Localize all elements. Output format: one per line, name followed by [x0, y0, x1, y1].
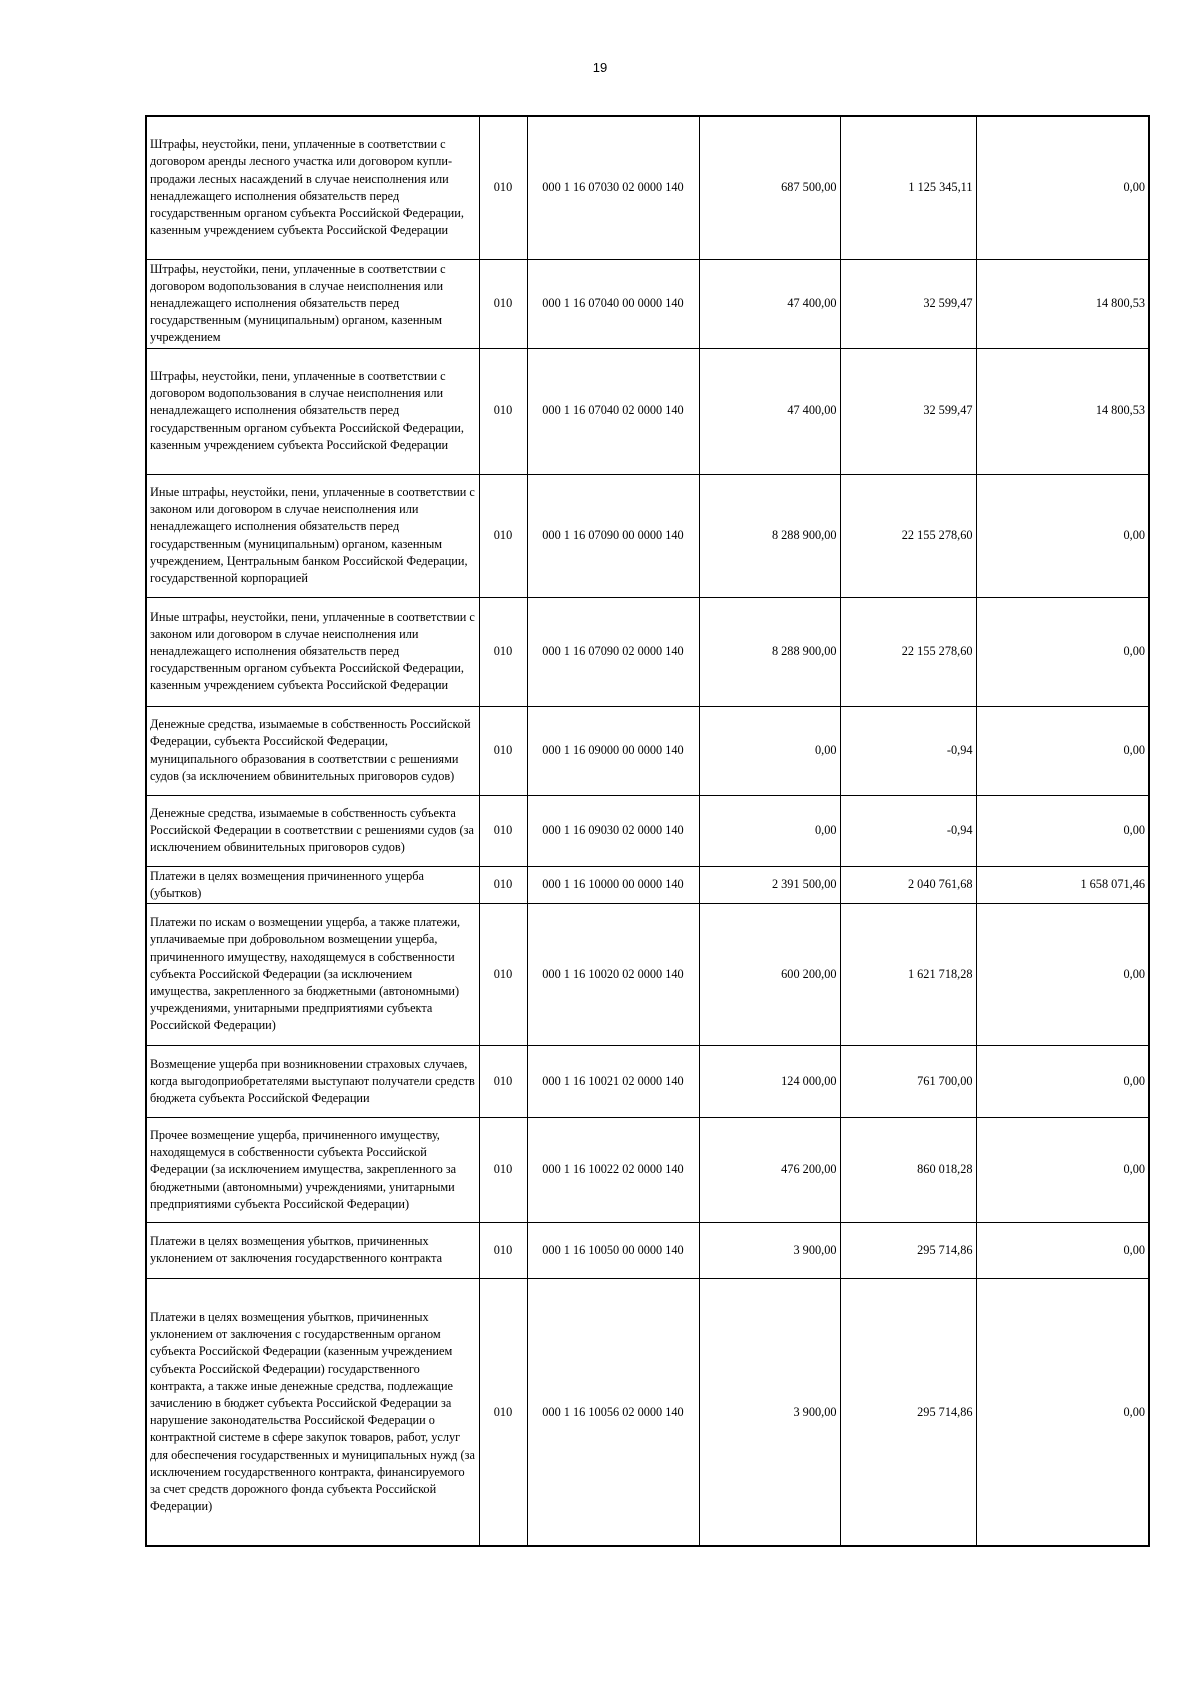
- row-approved: 47 400,00: [699, 259, 840, 348]
- row-kbk: 000 1 16 10050 00 0000 140: [527, 1222, 699, 1278]
- row-code: 010: [479, 1045, 527, 1117]
- row-approved: 47 400,00: [699, 348, 840, 474]
- row-kbk: 000 1 16 07090 00 0000 140: [527, 474, 699, 597]
- row-unexecuted: 0,00: [976, 1117, 1149, 1222]
- row-unexecuted: 1 658 071,46: [976, 866, 1149, 903]
- table-row: [146, 1045, 1149, 1117]
- table-row: [146, 795, 1149, 866]
- row-kbk: 000 1 16 07040 02 0000 140: [527, 348, 699, 474]
- row-name: Денежные средства, изымаемые в собственность Российской Федерации, субъекта Российской Федерации, муниципального образования в соответствии с решениями судов (за исключением обвинительных приговоров судов): [146, 706, 479, 795]
- row-executed: 32 599,47: [840, 259, 976, 348]
- row-name: Штрафы, неустойки, пени, уплаченные в соответствии с договором аренды лесного участка или договором купли-продажи лесных насаждений в случае неисполнения или ненадлежащего исполнения обязательств перед государственным органом субъекта Российской Федерации, казенным учреждением субъекта Российской Федерации: [146, 116, 479, 259]
- table-row: [146, 116, 1149, 259]
- table-row: [146, 1278, 1149, 1546]
- row-executed: 2 040 761,68: [840, 866, 976, 903]
- row-name: Возмещение ущерба при возникновении страховых случаев, когда выгодоприобретателями выступают получатели средств бюджета субъекта Российской Федерации: [146, 1045, 479, 1117]
- row-name: Денежные средства, изымаемые в собственность субъекта Российской Федерации в соответствии с решениями судов (за исключением обвинительных приговоров судов): [146, 795, 479, 866]
- row-executed: 32 599,47: [840, 348, 976, 474]
- row-name: Иные штрафы, неустойки, пени, уплаченные в соответствии с законом или договором в случае неисполнения или ненадлежащего исполнения обязательств перед государственным (муниципальным) органом, казенным учреждением, Центральным банком Российской Федерации, государственной корпорацией: [146, 474, 479, 597]
- row-unexecuted: 0,00: [976, 1045, 1149, 1117]
- table-row: [146, 1222, 1149, 1278]
- row-approved: 3 900,00: [699, 1222, 840, 1278]
- row-executed: 1 621 718,28: [840, 903, 976, 1045]
- table-row: [146, 1117, 1149, 1222]
- row-kbk: 000 1 16 07090 02 0000 140: [527, 597, 699, 706]
- row-code: 010: [479, 1278, 527, 1546]
- row-unexecuted: 14 800,53: [976, 259, 1149, 348]
- row-executed: 295 714,86: [840, 1278, 976, 1546]
- row-executed: 1 125 345,11: [840, 116, 976, 259]
- page-number: 19: [592, 60, 608, 75]
- row-code: 010: [479, 1117, 527, 1222]
- table-row: [146, 597, 1149, 706]
- row-name: Платежи в целях возмещения убытков, причиненных уклонением от заключения с государственным органом субъекта Российской Федерации (казенным учреждением субъекта Российской Федерации) государственного контракта, а также иные денежные средства, подлежащие зачислению в бюджет субъекта Российской Федерации за нарушение законодательства Российской Федерации о контрактной системе в сфере закупок товаров, работ, услуг для обеспечения государственных и муниципальных нужд (за исключением государственного контракта, финансируемого за счет средств дорожного фонда субъекта Российской Федерации): [146, 1278, 479, 1546]
- row-approved: 0,00: [699, 706, 840, 795]
- row-name: Платежи в целях возмещения убытков, причиненных уклонением от заключения государственного контракта: [146, 1222, 479, 1278]
- row-kbk: 000 1 16 09030 02 0000 140: [527, 795, 699, 866]
- row-executed: 860 018,28: [840, 1117, 976, 1222]
- row-name: Платежи по искам о возмещении ущерба, а также платежи, уплачиваемые при добровольном возмещении ущерба, причиненного имуществу, находящемуся в собственности субъекта Российской Федерации (за исключением имущества, закрепленного за бюджетными (автономными) учреждениями, унитарными предприятиями субъекта Российской Федерации): [146, 903, 479, 1045]
- row-unexecuted: 0,00: [976, 1278, 1149, 1546]
- row-approved: 124 000,00: [699, 1045, 840, 1117]
- row-executed: 295 714,86: [840, 1222, 976, 1278]
- row-executed: 22 155 278,60: [840, 597, 976, 706]
- row-unexecuted: 0,00: [976, 116, 1149, 259]
- row-unexecuted: 0,00: [976, 795, 1149, 866]
- row-name: Штрафы, неустойки, пени, уплаченные в соответствии с договором водопользования в случае неисполнения или ненадлежащего исполнения обязательств перед государственным (муниципальным) органом, казенным учреждением: [146, 259, 479, 348]
- table-row: [146, 259, 1149, 348]
- row-executed: 22 155 278,60: [840, 474, 976, 597]
- row-approved: 3 900,00: [699, 1278, 840, 1546]
- row-unexecuted: 0,00: [976, 474, 1149, 597]
- row-code: 010: [479, 116, 527, 259]
- row-approved: 2 391 500,00: [699, 866, 840, 903]
- row-approved: 8 288 900,00: [699, 474, 840, 597]
- table-row: [146, 474, 1149, 597]
- row-unexecuted: 0,00: [976, 706, 1149, 795]
- row-unexecuted: 0,00: [976, 1222, 1149, 1278]
- row-code: 010: [479, 706, 527, 795]
- row-code: 010: [479, 597, 527, 706]
- revenue-table: [145, 115, 1150, 1547]
- table-row: [146, 903, 1149, 1045]
- row-name: Иные штрафы, неустойки, пени, уплаченные в соответствии с законом или договором в случае неисполнения или ненадлежащего исполнения обязательств перед государственным органом субъекта Российской Федерации, казенным учреждением субъекта Российской Федерации: [146, 597, 479, 706]
- row-kbk: 000 1 16 10000 00 0000 140: [527, 866, 699, 903]
- row-code: 010: [479, 795, 527, 866]
- row-name: Штрафы, неустойки, пени, уплаченные в соответствии с договором водопользования в случае неисполнения или ненадлежащего исполнения обязательств перед государственным органом субъекта Российской Федерации, казенным учреждением субъекта Российской Федерации: [146, 348, 479, 474]
- row-kbk: 000 1 16 09000 00 0000 140: [527, 706, 699, 795]
- row-approved: 476 200,00: [699, 1117, 840, 1222]
- row-approved: 687 500,00: [699, 116, 840, 259]
- row-kbk: 000 1 16 10022 02 0000 140: [527, 1117, 699, 1222]
- table-row: [146, 706, 1149, 795]
- row-unexecuted: 0,00: [976, 903, 1149, 1045]
- row-code: 010: [479, 474, 527, 597]
- row-kbk: 000 1 16 10056 02 0000 140: [527, 1278, 699, 1546]
- row-executed: -0,94: [840, 795, 976, 866]
- row-code: 010: [479, 866, 527, 903]
- row-unexecuted: 0,00: [976, 597, 1149, 706]
- table-row: [146, 348, 1149, 474]
- row-approved: 0,00: [699, 795, 840, 866]
- row-code: 010: [479, 903, 527, 1045]
- row-code: 010: [479, 348, 527, 474]
- row-approved: 8 288 900,00: [699, 597, 840, 706]
- row-code: 010: [479, 1222, 527, 1278]
- row-code: 010: [479, 259, 527, 348]
- row-approved: 600 200,00: [699, 903, 840, 1045]
- row-kbk: 000 1 16 10020 02 0000 140: [527, 903, 699, 1045]
- row-kbk: 000 1 16 07040 00 0000 140: [527, 259, 699, 348]
- row-unexecuted: 14 800,53: [976, 348, 1149, 474]
- table-row: [146, 866, 1149, 903]
- row-kbk: 000 1 16 07030 02 0000 140: [527, 116, 699, 259]
- row-name: Платежи в целях возмещения причиненного ущерба (убытков): [146, 866, 479, 903]
- row-executed: 761 700,00: [840, 1045, 976, 1117]
- row-name: Прочее возмещение ущерба, причиненного имуществу, находящемуся в собственности субъекта Российской Федерации (за исключением имущества, закрепленного за бюджетными (автономными) учреждениями, унитарными предприятиями субъекта Российской Федерации): [146, 1117, 479, 1222]
- row-kbk: 000 1 16 10021 02 0000 140: [527, 1045, 699, 1117]
- row-executed: -0,94: [840, 706, 976, 795]
